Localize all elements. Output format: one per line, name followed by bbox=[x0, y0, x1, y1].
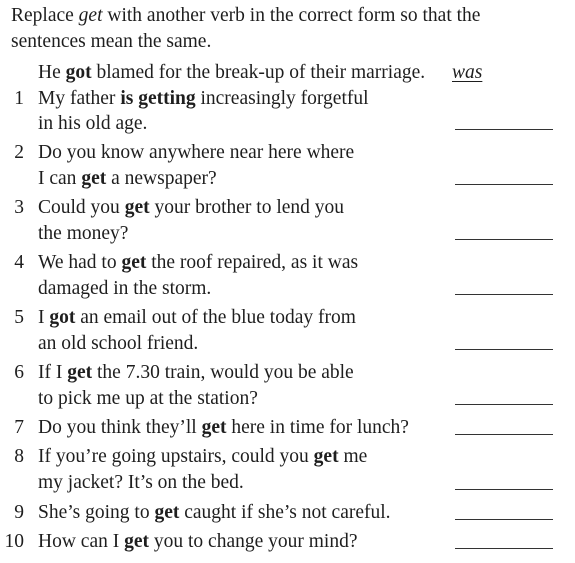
question-7: 7 Do you think they’ll get here in time for lunch? bbox=[0, 415, 575, 441]
answer-blank-7[interactable] bbox=[455, 434, 553, 435]
question-6: 6 If I get the 7.30 train, would you be able bbox=[0, 360, 575, 386]
question-6-line-2: to pick me up at the station? bbox=[38, 388, 258, 409]
instruction-text-1: Replace bbox=[11, 5, 79, 26]
question-8-line-2: my jacket? It’s on the bed. bbox=[38, 472, 244, 493]
instruction-text-2: with another verb in the correct form so that the bbox=[102, 5, 481, 26]
question-5-line-2: an old school friend. bbox=[38, 333, 199, 354]
question-number: 4 bbox=[14, 252, 24, 273]
instruction-text-3: sentences mean the same. bbox=[11, 31, 212, 52]
question-2: 2 Do you know anywhere near here where bbox=[0, 140, 575, 166]
question-number: 2 bbox=[14, 142, 24, 163]
answer-blank-9[interactable] bbox=[455, 519, 553, 520]
question-10: 10 How can I get you to change your mind? bbox=[0, 529, 575, 555]
question-4-line-2: damaged in the storm. bbox=[38, 278, 212, 299]
question-number: 5 bbox=[14, 307, 24, 328]
answer-blank-8[interactable] bbox=[455, 489, 553, 490]
question-3: 3 Could you get your brother to lend you bbox=[0, 195, 575, 221]
question-5: 5 I got an email out of the blue today from bbox=[0, 305, 575, 331]
example-sentence: He got blamed for the break-up of their marriage. was bbox=[0, 60, 575, 86]
question-number: 9 bbox=[14, 502, 24, 523]
question-8: 8 If you’re going upstairs, could you get me bbox=[0, 444, 575, 470]
exercise-instructions bbox=[11, 3, 571, 55]
question-number: 10 bbox=[4, 531, 24, 552]
question-number: 3 bbox=[14, 197, 24, 218]
question-1: 1 My father is getting increasingly forgetful bbox=[0, 86, 575, 112]
question-1-line-2: in his old age. bbox=[38, 113, 148, 134]
answer-blank-2[interactable] bbox=[455, 184, 553, 185]
question-number: 8 bbox=[14, 446, 24, 467]
question-number: 1 bbox=[14, 88, 24, 109]
question-3-line-2: the money? bbox=[38, 223, 129, 244]
answer-blank-6[interactable] bbox=[455, 404, 553, 405]
answer-blank-3[interactable] bbox=[455, 239, 553, 240]
example-answer: was bbox=[452, 62, 483, 83]
question-number: 6 bbox=[14, 362, 24, 383]
answer-blank-5[interactable] bbox=[455, 349, 553, 350]
answer-blank-4[interactable] bbox=[455, 294, 553, 295]
answer-blank-1[interactable] bbox=[455, 129, 553, 130]
answer-blank-10[interactable] bbox=[455, 548, 553, 549]
question-2-line-2: I can get a newspaper? bbox=[38, 168, 217, 189]
instruction-keyword: get bbox=[78, 5, 103, 26]
question-9: 9 She’s going to get caught if she’s not careful. bbox=[0, 500, 575, 526]
question-number: 7 bbox=[14, 417, 24, 438]
question-4: 4 We had to get the roof repaired, as it was bbox=[0, 250, 575, 276]
